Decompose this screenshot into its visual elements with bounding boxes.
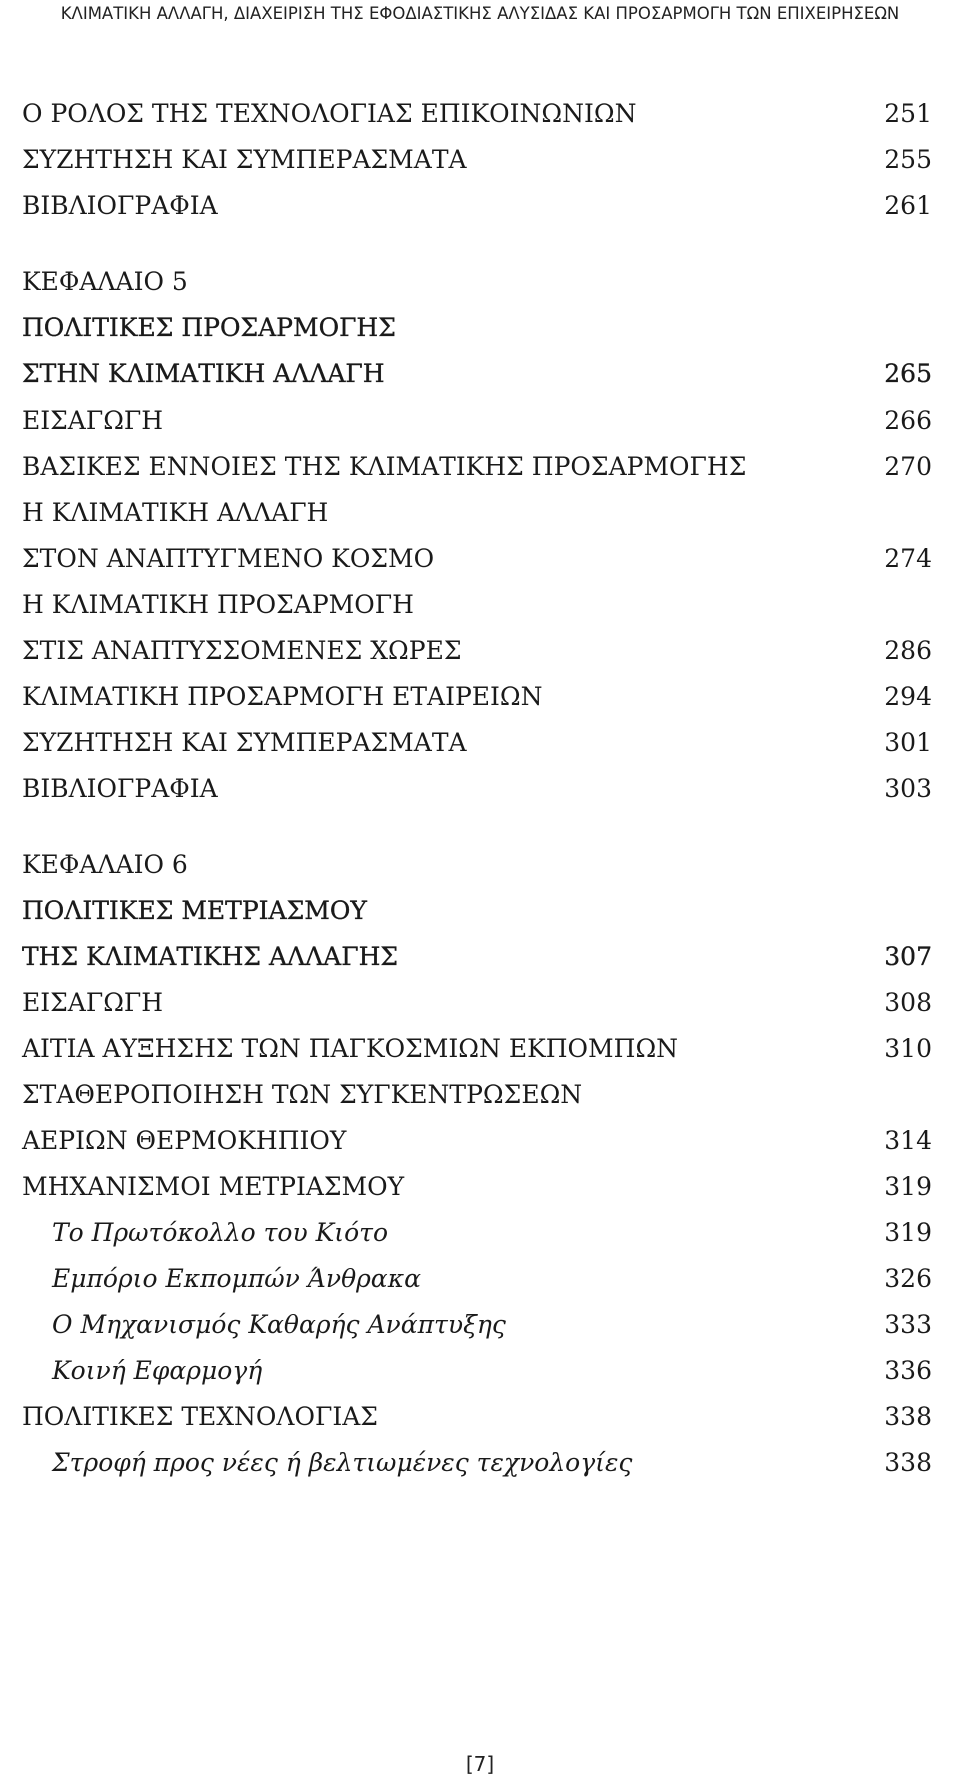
toc-entry: [22, 496, 932, 530]
toc-entry-page: 336: [884, 1356, 932, 1385]
toc-entry-title: ΣΥΖΗΤΗΣΗ ΚΑΙ ΣΥΜΠΕΡΑΣΜΑΤΑ: [22, 728, 467, 757]
toc-subentry: [22, 1216, 932, 1250]
toc-entry-title: Στροφή προς νέες ή βελτιωμένες τεχνολογίες: [52, 1448, 633, 1477]
running-header: ΚΛΙΜΑΤΙΚΗ ΑΛΛΑΓΗ, ΔΙΑΧΕΙΡΙΣΗ ΤΗΣ ΕΦΟΔΙΑΣΤΙΚΗΣ ΑΛΥΣΙΔΑΣ ΚΑΙ ΠΡΟΣΑΡΜΟΓΗ ΤΩΝ ΕΠΙΧΕΙΡΗΣΕΩΝ: [60, 4, 900, 23]
toc-entry-page: 338: [884, 1402, 932, 1431]
toc-subentry: [22, 1262, 932, 1296]
toc-entry-page: 303: [884, 774, 932, 803]
toc-entry-title: ΠΟΛΙΤΙΚΕΣ ΜΕΤΡΙΑΣΜΟΥ: [22, 896, 367, 925]
toc-entry-page: 326: [884, 1264, 932, 1293]
toc-entry-title: ΚΛΙΜΑΤΙΚΗ ΠΡΟΣΑΡΜΟΓΗ ΕΤΑΙΡΕΙΩΝ: [22, 682, 543, 711]
toc-entry-page: 319: [884, 1218, 932, 1247]
toc-entry-title: ΚΕΦΑΛΑΙΟ 6: [22, 850, 188, 879]
toc-entry-title: ΠΟΛΙΤΙΚΕΣ ΠΡΟΣΑΡΜΟΓΗΣ: [22, 313, 396, 342]
toc-entry-title: ΒΑΣΙΚΕΣ ΕΝΝΟΙΕΣ ΤΗΣ ΚΛΙΜΑΤΙΚΗΣ ΠΡΟΣΑΡΜΟΓΗΣ: [22, 452, 747, 481]
toc-entry-title: Η ΚΛΙΜΑΤΙΚΗ ΠΡΟΣΑΡΜΟΓΗ: [22, 590, 414, 619]
toc-entry-page: 338: [884, 1448, 932, 1477]
toc-entry-title: Κοινή Εφαρμογή: [52, 1356, 263, 1385]
toc-entry-title: ΚΕΦΑΛΑΙΟ 5: [22, 267, 188, 296]
toc-entry: [22, 1032, 932, 1066]
toc-entry: [22, 189, 932, 223]
toc-entry-page: 255: [884, 145, 932, 174]
toc-entry-page: 333: [884, 1310, 932, 1339]
toc-entry: [22, 97, 932, 131]
toc-entry: [22, 1124, 932, 1158]
toc-subentry: [22, 1446, 932, 1480]
toc-entry-title: Η ΚΛΙΜΑΤΙΚΗ ΑΛΛΑΓΗ: [22, 498, 329, 527]
toc-entry-title: ΒΙΒΛΙΟΓΡΑΦΙΑ: [22, 774, 218, 803]
toc-entry: [22, 588, 932, 622]
toc-entry: [22, 143, 932, 177]
toc-entry: [22, 726, 932, 760]
toc-entry-page: 308: [884, 988, 932, 1017]
chapter-title: [22, 357, 932, 391]
toc-entry: [22, 1170, 932, 1204]
toc-entry-title: ΣΥΖΗΤΗΣΗ ΚΑΙ ΣΥΜΠΕΡΑΣΜΑΤΑ: [22, 145, 467, 174]
toc-entry: [22, 772, 932, 806]
page-number: [7]: [465, 1752, 495, 1776]
chapter-label: [22, 848, 932, 882]
toc-entry: [22, 542, 932, 576]
toc-entry-title: Το Πρωτόκολλο του Κιότο: [52, 1218, 389, 1247]
toc-entry-title: ΤΗΣ ΚΛΙΜΑΤΙΚΗΣ ΑΛΛΑΓΗΣ: [22, 942, 399, 971]
toc-entry-page: 265: [884, 359, 932, 388]
toc-entry-title: Ο Μηχανισμός Καθαρής Ανάπτυξης: [52, 1310, 506, 1339]
toc-entry: [22, 1078, 932, 1112]
toc-entry-title: ΣΤΗΝ ΚΛΙΜΑΤΙΚΗ ΑΛΛΑΓΗ: [22, 359, 385, 388]
toc-subentry: [22, 1354, 932, 1388]
toc-entry-page: 274: [884, 544, 932, 573]
toc-entry-page: 307: [884, 942, 932, 971]
toc-entry: [22, 404, 932, 438]
toc-entry: [22, 680, 932, 714]
toc-entry-page: 261: [884, 191, 932, 220]
toc-entry: [22, 634, 932, 668]
toc-entry-page: 266: [884, 406, 932, 435]
toc-entry-title: Εμπόριο Εκπομπών Άνθρακα: [52, 1264, 421, 1293]
toc-entry-page: 319: [884, 1172, 932, 1201]
toc-entry-page: 301: [884, 728, 932, 757]
toc-entry: [22, 986, 932, 1020]
chapter-label: [22, 265, 932, 299]
chapter-title: [22, 894, 932, 928]
toc-entry-title: ΣΤΙΣ ΑΝΑΠΤΥΣΣΟΜΕΝΕΣ ΧΩΡΕΣ: [22, 636, 462, 665]
toc-entry-title: ΜΗΧΑΝΙΣΜΟΙ ΜΕΤΡΙΑΣΜΟΥ: [22, 1172, 405, 1201]
toc-entry-page: 251: [884, 99, 932, 128]
chapter-title: [22, 940, 932, 974]
toc-entry-page: 294: [884, 682, 932, 711]
toc-entry-title: ΑΙΤΙΑ ΑΥΞΗΣΗΣ ΤΩΝ ΠΑΓΚΟΣΜΙΩΝ ΕΚΠΟΜΠΩΝ: [22, 1034, 679, 1063]
toc-entry-page: 314: [884, 1126, 932, 1155]
toc-entry-title: ΕΙΣΑΓΩΓΗ: [22, 988, 164, 1017]
toc-entry-title: ΣΤΑΘΕΡΟΠΟΙΗΣΗ ΤΩΝ ΣΥΓΚΕΝΤΡΩΣΕΩΝ: [22, 1080, 583, 1109]
toc-subentry: [22, 1308, 932, 1342]
toc-entry-page: 270: [884, 452, 932, 481]
toc-entry-title: Ο ΡΟΛΟΣ ΤΗΣ ΤΕΧΝΟΛΟΓΙΑΣ ΕΠΙΚΟΙΝΩΝΙΩΝ: [22, 99, 637, 128]
toc-entry-title: ΑΕΡΙΩΝ ΘΕΡΜΟΚΗΠΙΟΥ: [22, 1126, 347, 1155]
toc-entry-title: ΕΙΣΑΓΩΓΗ: [22, 406, 164, 435]
toc-entry-page: 310: [884, 1034, 932, 1063]
toc-entry: [22, 450, 932, 484]
toc-entry-title: ΣΤΟΝ ΑΝΑΠΤΥΓΜΕΝΟ ΚΟΣΜΟ: [22, 544, 435, 573]
toc-entry-page: 286: [884, 636, 932, 665]
toc-entry: [22, 1400, 932, 1434]
chapter-title: [22, 311, 932, 345]
toc-entry-title: ΠΟΛΙΤΙΚΕΣ ΤΕΧΝΟΛΟΓΙΑΣ: [22, 1402, 378, 1431]
toc-entry-title: ΒΙΒΛΙΟΓΡΑΦΙΑ: [22, 191, 218, 220]
